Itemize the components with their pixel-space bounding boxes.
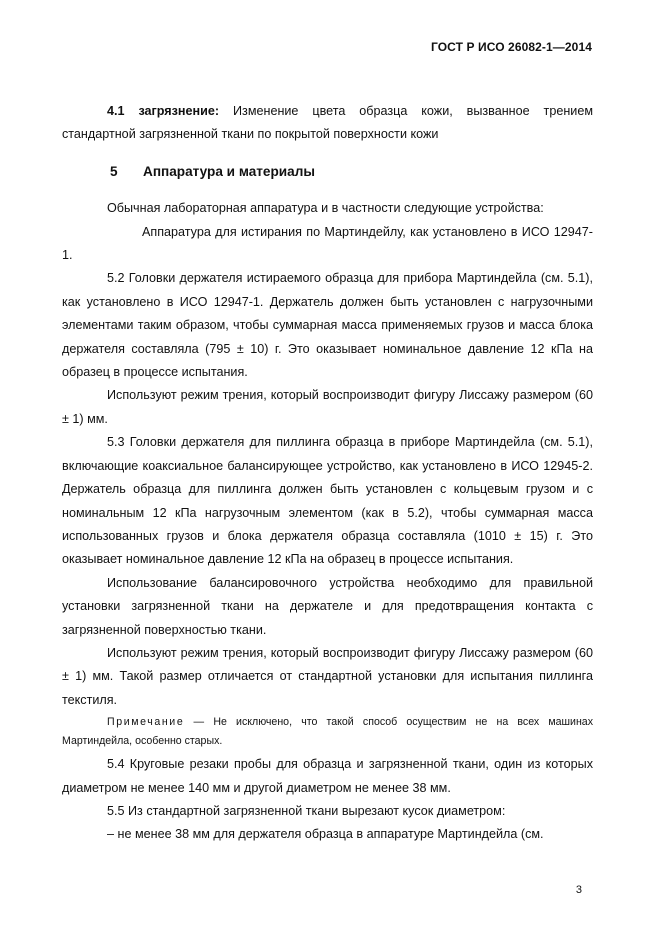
paragraph-intro: Обычная лабораторная аппаратура и в частности следующие устройства: bbox=[107, 201, 544, 216]
term-definition: Изменение цвета образца кожи, вызванное трением стандартной загрязненной ткани по покрытой поверхности кожи bbox=[62, 104, 593, 142]
document-code-header: ГОСТ Р ИСО 26082-1—2014 bbox=[430, 40, 592, 54]
paragraph-5-5: 5.5 Из стандартной загрязненной ткани вырезают кусок диаметром: bbox=[107, 803, 506, 818]
paragraph-5-1: Аппаратура для истирания по Мартиндейлу, как установлено в ИСО 12947-1. bbox=[62, 224, 593, 263]
section-number: 5 bbox=[110, 163, 118, 179]
term: загрязнение: bbox=[138, 104, 220, 118]
note-label: Примечание bbox=[107, 716, 185, 729]
paragraph-5-2: 5.2 Головки держателя истираемого образца для прибора Мартиндейла (см. 5.1), как установлено в ИСО 12947-1. Держатель должен быть установлен с нагрузочными элементами таким образом, чтобы суммарная масса применяемых грузов и масса блока держателя составляла (795 ± 10) г. Это оказывает номинальное давление 12 кПа на образец в процессе испытания. bbox=[62, 271, 593, 380]
section-heading bbox=[62, 160, 593, 183]
document-body bbox=[62, 100, 593, 847]
note bbox=[62, 713, 593, 751]
page-number: 3 bbox=[575, 884, 582, 896]
paragraph-5-4: 5.4 Круговые резаки пробы для образца и загрязненной ткани, один из которых диаметром не менее 140 мм и другой диаметром не менее 38 мм. bbox=[62, 757, 593, 795]
paragraph-5-3-balance: Использование балансировочного устройства необходимо для правильной установки загрязненной ткани на держателе и для предотвращения контакта с загрязненной поверхностью ткани. bbox=[62, 575, 593, 637]
clause-4-1 bbox=[62, 100, 593, 147]
note-text: — Не исключено, что такой способ осуществим не на всех машинах Мартиндейла, особенно старых. bbox=[62, 716, 593, 748]
paragraph-5-3-mode: Используют режим трения, который воспроизводит фигуру Лиссажу размером (60 ± 1) мм. Такой размер отличается от стандартной установки для испытания пиллинга текстиля. bbox=[62, 645, 593, 707]
paragraph-5-3: 5.3 Головки держателя для пиллинга образца в приборе Мартиндейла (см. 5.1), включающие коаксиальное балансирующее устройство, как установлено в ИСО 12945-2. Держатель образца для пиллинга должен быть установлен с кольцевым грузом и с номинальным 12 кПа нагрузочным элементом (как в 5.2), чтобы суммарная масса использованных грузов и блока держателя образца составляла (1010 ± 15) г. Это оказывает номинальное давление 12 кПа на образец в процессе испытания. bbox=[62, 435, 593, 567]
section-title: Аппаратура и материалы bbox=[143, 163, 315, 179]
paragraph-5-2-mode: Используют режим трения, который воспроизводит фигуру Лиссажу размером (60 ± 1) мм. bbox=[62, 388, 593, 426]
clause-number: 4.1 bbox=[107, 104, 125, 118]
paragraph-5-5-item-a: – не менее 38 мм для держателя образца в аппаратуре Мартиндейла (см. bbox=[107, 827, 544, 842]
